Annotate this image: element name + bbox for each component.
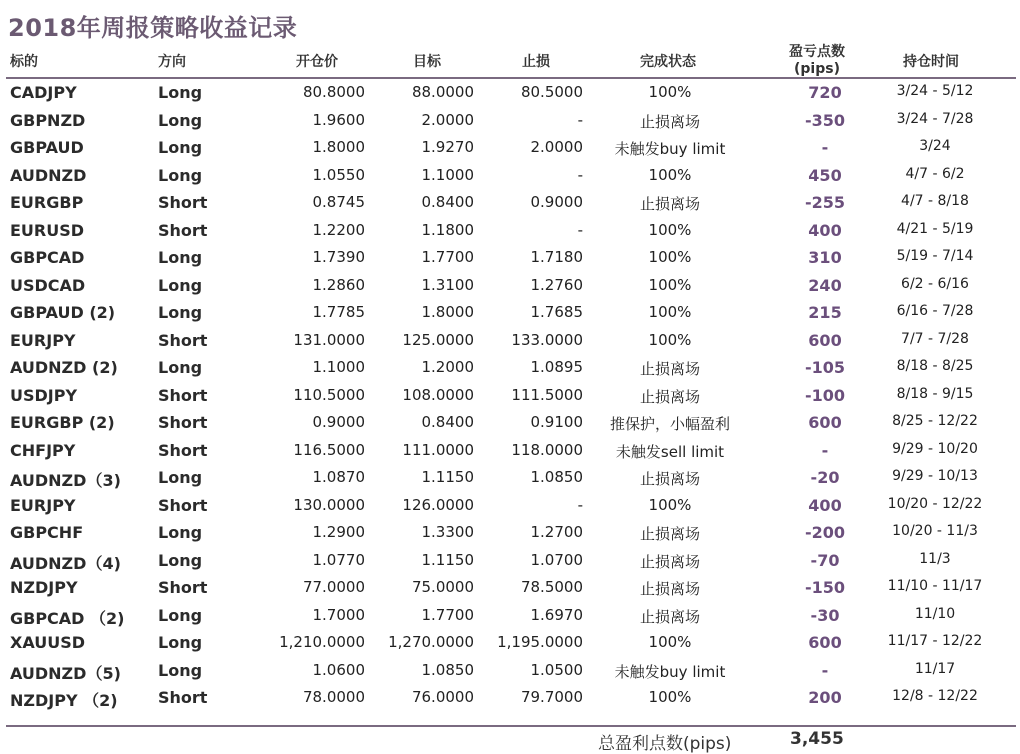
table-row [0,245,1020,273]
status-cell: 止损离场 [639,112,700,131]
target-cell: 1,270.0000 [388,633,474,651]
header-status: 完成状态 [640,54,696,70]
direction-cell: Short [158,330,208,350]
symbol-cell: NZDJPY [10,578,78,597]
holding-time-cell: 12/8 - 12/22 [892,688,978,704]
open-price-cell: 1,210.0000 [279,633,365,651]
stop-loss-cell: 80.5000 [520,83,583,101]
open-price-cell: 131.0000 [293,330,365,349]
holding-time-cell: 10/20 - 12/22 [887,495,983,512]
header-open: 开仓价 [296,54,338,70]
symbol-cell: GBPNZD [10,110,86,130]
status-cell: 止损离场 [639,387,700,406]
symbol-cell: GBPAUD [10,138,84,157]
target-cell: 111.0000 [402,440,474,459]
target-cell: 126.0000 [402,495,474,514]
direction-cell: Short [158,220,208,240]
symbol-cell: GBPCAD [10,248,85,267]
header-time: 持仓时间 [903,54,959,70]
stop-loss-cell: 0.9000 [530,193,583,211]
pips-cell: 215 [808,303,842,322]
stop-loss-cell: 133.0000 [511,330,583,349]
direction-cell: Long [158,523,203,542]
holding-time-cell: 3/24 - 7/28 [896,110,974,127]
target-cell: 0.8400 [421,413,474,431]
open-price-cell: 1.0600 [312,660,365,679]
status-cell: 止损离场 [639,195,700,213]
target-cell: 1.1150 [421,550,474,569]
direction-cell: Short [158,688,208,707]
stop-loss-cell: 111.5000 [511,385,583,404]
stop-loss-cell: 1.2700 [530,523,583,541]
open-price-cell: 1.0870 [312,468,365,486]
holding-time-cell: 11/10 - 11/17 [887,578,983,594]
target-cell: 108.0000 [402,385,474,404]
status-cell: 推保护，小幅盈利 [609,415,730,433]
open-price-cell: 1.0770 [312,550,365,569]
symbol-cell: AUDNZD (2) [10,358,118,377]
header-divider [6,77,1016,79]
table-row [0,355,1020,383]
symbol-cell: AUDNZD（3) [10,471,121,490]
holding-time-cell: 9/29 - 10/13 [892,468,978,484]
header-target: 目标 [413,54,441,70]
holding-time-cell: 3/24 - 5/12 [896,83,974,99]
table-header [0,41,1020,79]
table-row [0,603,1020,631]
pips-cell: 400 [808,495,842,515]
symbol-cell: GBPAUD (2) [10,303,116,322]
pips-cell: - [821,440,829,460]
pips-cell: 600 [808,413,842,432]
stop-loss-cell: 0.9100 [530,413,583,431]
holding-time-cell: 4/7 - 6/2 [905,165,965,182]
table-row [0,685,1020,713]
direction-cell: Short [158,413,208,432]
holding-time-cell: 5/19 - 7/14 [896,248,974,264]
status-cell: 100% [648,83,692,101]
table-row [0,658,1020,686]
stop-loss-cell: 1.0850 [530,468,583,486]
symbol-cell: GBPCHF [10,523,84,542]
direction-cell: Long [158,358,203,377]
pips-cell: 200 [808,688,842,707]
header-direction: 方向 [158,54,186,70]
status-cell: 未触发sell limit [615,442,725,461]
target-cell: 1.7700 [421,248,474,266]
open-price-cell: 78.0000 [302,688,365,706]
table-row [0,218,1020,246]
pips-cell: -200 [804,523,846,542]
direction-cell: Long [158,138,203,157]
holding-time-cell: 10/20 - 11/3 [892,523,978,539]
holding-time-cell: 6/2 - 6/16 [901,275,969,292]
symbol-cell: USDJPY [10,385,78,405]
pips-cell: 400 [808,220,842,240]
open-price-cell: 1.1000 [312,358,365,376]
holding-time-cell: 4/7 - 8/18 [901,193,969,209]
header-pips-line2: (pips) [794,61,840,77]
target-cell: 2.0000 [421,110,474,129]
direction-cell: Long [158,633,203,652]
open-price-cell: 0.8745 [312,193,365,211]
holding-time-cell: 8/18 - 8/25 [896,358,974,374]
direction-cell: Long [158,165,203,185]
direction-cell: Long [158,303,203,322]
stop-loss-cell: 1,195.0000 [497,633,583,651]
symbol-cell: EURJPY [10,495,76,515]
status-cell: 100% [648,633,692,651]
symbol-cell: GBPCAD （2) [10,608,125,628]
open-price-cell: 130.0000 [293,495,365,514]
open-price-cell: 1.7000 [312,605,365,624]
stop-loss-cell: - [577,220,583,239]
stop-loss-cell: 1.2760 [530,275,583,294]
table-row [0,190,1020,218]
open-price-cell: 77.0000 [302,578,365,596]
status-cell: 止损离场 [639,552,700,571]
open-price-cell: 1.2900 [312,523,365,541]
header-pips-line1: 盈亏点数 [789,44,845,60]
pips-cell: 240 [808,275,842,295]
status-cell: 止损离场 [639,607,700,626]
table-row [0,630,1020,658]
holding-time-cell: 11/17 - 12/22 [887,633,983,649]
direction-cell: Short [158,578,208,597]
pips-cell: 600 [808,633,842,652]
open-price-cell: 110.5000 [293,385,365,404]
direction-cell: Long [158,550,203,570]
open-price-cell: 1.2200 [312,220,365,239]
stop-loss-cell: 118.0000 [511,440,583,459]
direction-cell: Long [158,275,203,295]
page-title: 2018年周报策略收益记录 [8,14,298,42]
open-price-cell: 1.0550 [312,165,365,184]
pips-cell: - [821,660,829,680]
stop-loss-cell: 1.0500 [530,660,583,679]
total-value: 3,455 [790,729,844,749]
open-price-cell: 1.9600 [312,110,365,129]
holding-time-cell: 7/7 - 7/28 [901,330,969,347]
status-cell: 止损离场 [639,580,700,598]
status-cell: 100% [648,303,692,321]
header-stop: 止损 [522,54,550,70]
target-cell: 1.2000 [421,358,474,376]
open-price-cell: 0.9000 [312,413,365,431]
status-cell: 100% [648,495,692,514]
stop-loss-cell: - [577,495,583,514]
stop-loss-cell: 1.7685 [530,303,583,321]
table-row [0,383,1020,411]
status-cell: 100% [648,275,692,294]
holding-time-cell: 11/17 [914,660,956,677]
stop-loss-cell: 1.0700 [530,550,583,569]
table-row [0,135,1020,163]
open-price-cell: 1.7390 [312,248,365,266]
stop-loss-cell: - [577,110,583,129]
status-cell: 未触发buy limit [614,662,726,681]
target-cell: 1.7700 [421,605,474,624]
target-cell: 125.0000 [402,330,474,349]
target-cell: 76.0000 [411,688,474,706]
table-row [0,108,1020,136]
status-cell: 未触发buy limit [614,140,726,158]
target-cell: 1.1800 [421,220,474,239]
table-row [0,273,1020,301]
table-row [0,465,1020,493]
status-cell: 止损离场 [639,360,700,378]
open-price-cell: 1.8000 [312,138,365,156]
symbol-cell: EURGBP [10,193,84,212]
pips-cell: 450 [808,165,842,185]
symbol-cell: CADJPY [10,83,77,102]
pips-cell: -105 [804,358,846,377]
table-row [0,163,1020,191]
status-cell: 100% [648,330,692,349]
status-cell: 100% [648,165,692,184]
table-row [0,410,1020,438]
direction-cell: Long [158,110,203,130]
direction-cell: Short [158,193,208,212]
table-row [0,493,1020,521]
target-cell: 75.0000 [411,578,474,596]
table-row [0,548,1020,576]
symbol-cell: EURGBP (2) [10,413,115,432]
status-cell: 100% [648,220,692,239]
symbol-cell: XAUUSD [10,633,86,652]
header-pips [789,41,845,77]
direction-cell: Long [158,605,203,625]
open-price-cell: 80.8000 [302,83,365,101]
direction-cell: Long [158,83,203,102]
pips-cell: - [821,138,829,157]
target-cell: 1.1000 [421,165,474,184]
status-cell: 止损离场 [639,470,700,488]
table-row [0,520,1020,548]
symbol-cell: NZDJPY （2) [10,691,118,710]
stop-loss-cell: 78.5000 [520,578,583,596]
holding-time-cell: 9/29 - 10/20 [892,440,978,457]
stop-loss-cell: 79.7000 [520,688,583,706]
direction-cell: Long [158,248,203,267]
direction-cell: Short [158,385,208,405]
table-row [0,80,1020,108]
symbol-cell: USDCAD [10,275,86,295]
symbol-cell: AUDNZD（5) [10,663,121,683]
target-cell: 1.3300 [421,523,474,541]
direction-cell: Long [158,468,203,487]
direction-cell: Short [158,440,208,460]
symbol-cell: EURUSD [10,220,85,240]
holding-time-cell: 3/24 [919,138,951,154]
status-cell: 止损离场 [639,525,700,543]
holding-time-cell: 8/25 - 12/22 [892,413,978,429]
table-row [0,438,1020,466]
table-row [0,328,1020,356]
symbol-cell: AUDNZD [10,165,87,185]
pips-cell: -150 [804,578,846,597]
table-row [0,300,1020,328]
stop-loss-cell: 2.0000 [530,138,583,156]
target-cell: 0.8400 [421,193,474,211]
pips-cell: 600 [808,330,842,350]
holding-time-cell: 11/3 [919,550,951,567]
holding-time-cell: 11/10 [914,605,956,622]
open-price-cell: 1.7785 [312,303,365,321]
target-cell: 1.1150 [421,468,474,486]
pips-cell: -20 [810,468,840,487]
pips-cell: 720 [808,83,842,102]
pips-cell: 310 [808,248,842,267]
total-label: 总盈利点数(pips) [598,734,732,754]
target-cell: 1.8000 [421,303,474,321]
stop-loss-cell: 1.0895 [530,358,583,376]
symbol-cell: EURJPY [10,330,76,350]
stop-loss-cell: 1.6970 [530,605,583,624]
status-cell: 100% [648,688,692,706]
holding-time-cell: 4/21 - 5/19 [896,220,974,237]
direction-cell: Long [158,660,203,680]
header-symbol: 标的 [10,54,38,70]
direction-cell: Short [158,495,208,515]
holding-time-cell: 6/16 - 7/28 [896,303,974,319]
symbol-cell: CHFJPY [10,440,76,460]
open-price-cell: 116.5000 [293,440,365,459]
pips-cell: -30 [810,605,840,625]
pips-cell: -100 [804,385,846,405]
target-cell: 88.0000 [411,83,474,101]
stop-loss-cell: 1.7180 [530,248,583,266]
stop-loss-cell: - [577,165,583,184]
status-cell: 100% [648,248,692,266]
symbol-cell: AUDNZD（4) [10,553,121,573]
table-row [0,575,1020,603]
open-price-cell: 1.2860 [312,275,365,294]
pips-cell: -350 [804,110,846,130]
pips-cell: -70 [810,550,840,570]
target-cell: 1.0850 [421,660,474,679]
target-cell: 1.3100 [421,275,474,294]
pips-cell: -255 [804,193,846,212]
target-cell: 1.9270 [421,138,474,156]
trade-table-body [0,80,1020,713]
footer-divider [6,725,1016,727]
holding-time-cell: 8/18 - 9/15 [896,385,974,402]
